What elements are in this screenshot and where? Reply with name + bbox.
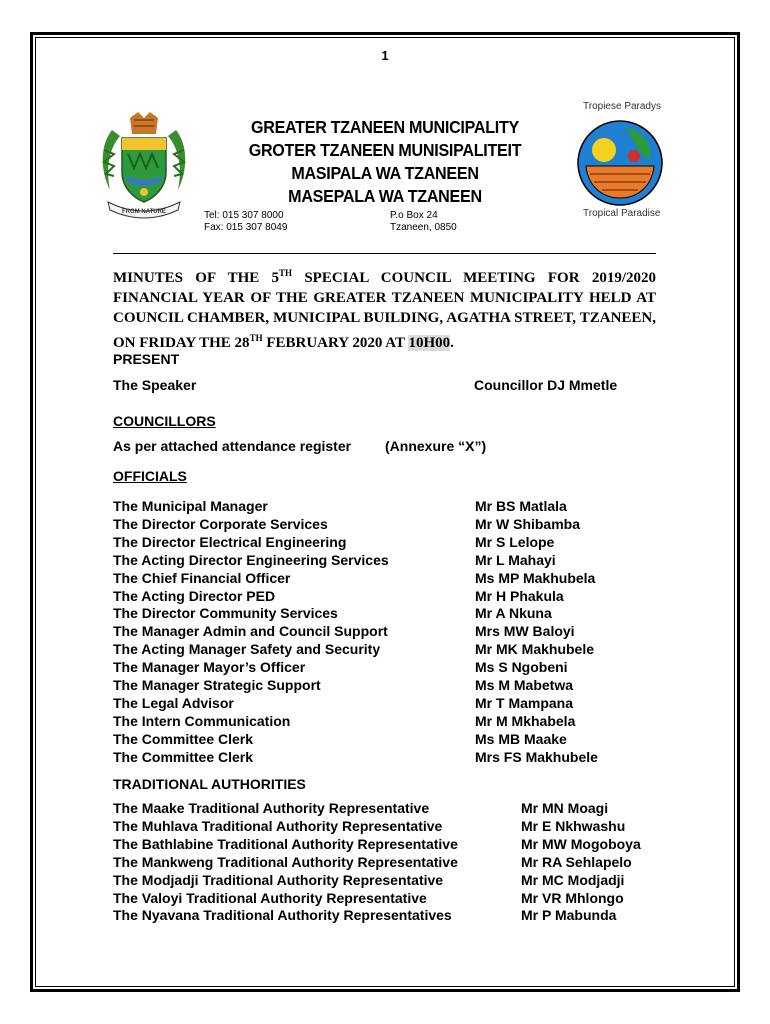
tagline-afrikaans: Tropiese Paradys <box>583 101 661 112</box>
minutes-sup-2: TH <box>249 333 263 343</box>
postal-address <box>390 210 457 234</box>
tagline-english: Tropical Paradise <box>583 208 661 219</box>
official-title-2: The Director Electrical Engineering <box>113 533 347 550</box>
traditional-names <box>521 800 641 925</box>
official-name-11: Mr T Mampana <box>475 694 574 711</box>
municipal-crest-logo <box>98 110 190 222</box>
official-name-4: Ms MP Makhubela <box>475 569 596 586</box>
official-name-8: Mr MK Makhubele <box>475 641 595 658</box>
annexure-reference: (Annexure “X”) <box>385 438 487 454</box>
traditional-title-0: The Maake Traditional Authority Representative <box>113 800 430 816</box>
official-name-10: Ms M Mabetwa <box>475 677 574 694</box>
name-sepedi: MASEPALA WA TZANEEN <box>288 186 482 206</box>
present-heading: PRESENT <box>113 351 180 367</box>
traditional-title-3: The Mankweng Traditional Authority Representative <box>113 853 458 870</box>
traditional-name-3: Mr RA Sehlapelo <box>521 853 632 870</box>
fax-number: Fax: 015 307 8049 <box>204 222 288 233</box>
official-title-11: The Legal Advisor <box>113 694 234 711</box>
traditional-name-5: Mr VR Mhlongo <box>521 889 624 906</box>
traditional-name-0: Mr MN Moagi <box>521 800 609 816</box>
official-name-6: Mr A Nkuna <box>475 605 552 622</box>
traditional-titles <box>113 800 458 925</box>
official-title-7: The Manager Admin and Council Support <box>113 623 388 640</box>
meeting-time: 10H00 <box>408 335 451 351</box>
official-title-14: The Committee Clerk <box>113 748 254 765</box>
phone-contact <box>204 210 287 234</box>
minutes-text-3: FEBRUARY 2020 AT <box>262 335 409 351</box>
speaker-name: Councillor DJ Mmetle <box>474 377 618 393</box>
official-name-0: Mr BS Matlala <box>475 498 567 514</box>
official-name-12: Mr M Mkhabela <box>475 712 576 729</box>
header-divider <box>113 253 656 254</box>
official-name-2: Mr S Lelope <box>475 533 555 550</box>
speaker-title: The Speaker <box>113 377 197 393</box>
postal-town: Tzaneen, 0850 <box>390 222 457 233</box>
page-number: 1 <box>381 48 389 63</box>
name-english: GREATER TZANEEN MUNICIPALITY <box>250 117 520 137</box>
official-title-10: The Manager Strategic Support <box>113 677 321 694</box>
official-name-7: Mrs MW Baloyi <box>475 623 575 640</box>
minutes-sup-1: TH <box>279 268 293 278</box>
minutes-heading <box>113 263 656 353</box>
minutes-text-2: SPECIAL COUNCIL MEETING FOR 2019/2020 FINANCIAL YEAR OF THE GREATER TZANEEN MUNICIPALITY HELD AT COUNCIL CHAMBER, MUNICIPAL BUILDING, AGATHA STREET, TZANEEN, ON FRIDAY THE 28 <box>113 270 656 351</box>
traditional-title-1: The Muhlava Traditional Authority Representative <box>113 817 443 834</box>
official-title-5: The Acting Director PED <box>113 587 276 604</box>
traditional-name-2: Mr MW Mogoboya <box>521 835 641 852</box>
official-name-9: Ms S Ngobeni <box>475 659 568 676</box>
official-title-8: The Acting Manager Safety and Security <box>113 641 381 658</box>
name-afrikaans: GROTER TZANEEN MUNISIPALITEIT <box>248 140 522 160</box>
traditional-title-6: The Nyavana Traditional Authority Representatives <box>113 907 452 924</box>
traditional-name-4: Mr MC Modjadji <box>521 871 625 888</box>
officials-titles <box>113 498 389 767</box>
traditional-heading: TRADITIONAL AUTHORITIES <box>113 776 306 792</box>
councillors-note: As per attached attendance register <box>113 438 352 454</box>
traditional-title-5: The Valoyi Traditional Authority Representative <box>113 889 427 906</box>
official-name-3: Mr L Mahayi <box>475 551 556 568</box>
tropical-paradise-logo <box>574 118 666 208</box>
traditional-title-4: The Modjadji Traditional Authority Representative <box>113 871 444 888</box>
official-name-13: Ms MB Maake <box>475 730 567 747</box>
official-title-3: The Acting Director Engineering Services <box>113 551 389 568</box>
traditional-name-1: Mr E Nkhwashu <box>521 817 626 834</box>
official-title-13: The Committee Clerk <box>113 730 254 747</box>
official-name-14: Mrs FS Makhubele <box>475 748 598 765</box>
councillors-heading: COUNCILLORS <box>113 413 216 429</box>
name-tsonga: MASIPALA WA TZANEEN <box>291 163 479 183</box>
official-title-4: The Chief Financial Officer <box>113 569 291 586</box>
traditional-title-2: The Bathlabine Traditional Authority Representative <box>113 835 458 852</box>
official-title-0: The Municipal Manager <box>113 498 268 514</box>
officials-names <box>475 498 598 767</box>
official-name-5: Mr H Phakula <box>475 587 564 604</box>
official-title-6: The Director Community Services <box>113 605 338 622</box>
minutes-end: . <box>450 335 454 351</box>
tel-number: Tel: 015 307 8000 <box>204 210 284 221</box>
municipality-names <box>215 116 555 208</box>
official-title-9: The Manager Mayor’s Officer <box>113 659 306 676</box>
official-title-1: The Director Corporate Services <box>113 515 328 532</box>
crest-motto: FROM NATURE <box>122 209 166 215</box>
po-box: P.o Box 24 <box>390 210 438 221</box>
official-title-12: The Intern Communication <box>113 712 291 729</box>
traditional-name-6: Mr P Mabunda <box>521 907 617 924</box>
minutes-text-1: MINUTES OF THE 5 <box>113 270 280 286</box>
official-name-1: Mr W Shibamba <box>475 515 581 532</box>
officials-heading: OFFICIALS <box>113 468 187 484</box>
